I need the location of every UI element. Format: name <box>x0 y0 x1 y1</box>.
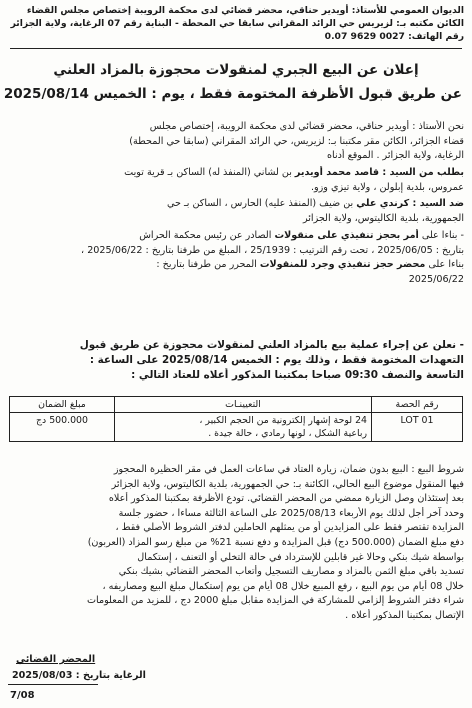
intro-line-1: نحن الأستاذ : أويدير حناقي، محضر قضائي لدى محكمة الرويبة، إختصاص مجلس <box>149 121 464 132</box>
table-row <box>10 413 463 442</box>
intro-line-2: قضاء الجزائر، الكائن مقر مكتبنا بـ: لزيريس، حي الرائد المقراني (سابقا حي المحطة) <box>129 135 464 147</box>
basis-court: الصادر عن رئيس محكمة الحراش <box>139 230 275 241</box>
defendant-details: بن ضيف (المنفذ عليه) الحارس ، الساكن بـ حي <box>166 198 357 209</box>
plaintiff-details: بن لشاني (المنفذ له) الساكن بـ قرية تويت <box>124 167 295 178</box>
header-divider <box>10 48 462 49</box>
basis-dates: بتاريخ : 2025/06/05 ، تحت رقم الترتيب : 25/1939 ، المبلغ من طرفنا بتاريخ : 2025/06/22 ، <box>81 244 464 256</box>
defendant-label: ضد السيد : كرندي علي <box>356 198 464 209</box>
notice-title: إعلان عن البيع الجبري لمنقولات محجوزة بالمزاد العلني <box>53 62 419 78</box>
footer-divider <box>8 684 98 685</box>
defendant-block <box>8 197 464 226</box>
seizure-report: محضر حجز تنفيذي وجرد للمنقولات <box>259 259 426 271</box>
signature-title: المحضر القضائي <box>16 654 96 665</box>
legal-basis <box>8 229 464 287</box>
sale-conditions <box>8 463 464 624</box>
conditions-line-9: خلال 08 أيام من يوم البيع ، رفع المبيع خلال 08 أيام من يوم إستكمال مبلغ البيع ومصاريفه ، <box>102 580 464 592</box>
conditions-line-6: دفع مبلغ الضمان (500.000 دج) قبل المزايدة و دفع نسبة 21% من مبلغ رسو المزاد (العربون) <box>87 536 464 548</box>
conditions-line-10: شراء دفتر الشروط إلزامي للمشاركة في المزايدة مقابل مبلغ 2000 دج ، للمزيد من المعلومات <box>87 595 464 607</box>
lots-table <box>9 396 463 442</box>
header-line-1: الديوان العمومي للأستاذ: أويدير حناقي، محضر قضائي لدى محكمة الرويبة إختصاص مجلس القضاء <box>26 5 464 16</box>
announce-line-3: التاسعة والنصف 09:30 صباحا بمكتبنا المذكور أعلاه للعتاد التالي : <box>131 369 464 381</box>
office-header <box>8 4 464 43</box>
announce-line-1: - نعلن عن إجراء عملية بيع بالمزاد العلني لمنقولات محجوزة عن طريق قبول <box>79 339 464 351</box>
header-guarantee: مبلغ الضمان <box>10 397 115 413</box>
conditions-line-11: الإتصال بمكتبنا المذكور أعلاه . <box>345 609 464 621</box>
conditions-line-4: وحدد آخر أجل لذلك يوم الأربعاء 2025/08/13 على الساعة الثالثة مساءا ، حضور جلسة <box>118 507 464 519</box>
announce-line-2: التعهدات المختومة فقط ، وذلك يوم : الخميس 2025/08/14 على الساعة : <box>89 354 464 366</box>
signature-date: الرغاية بتاريخ : 2025/08/03 <box>12 670 146 681</box>
conditions-line-8: تسديد باقي مبلغ الثمن بالمزاد و مصاريف التسجيل وأتعاب المحضر القضائي بشيك بنكي <box>118 566 464 578</box>
plaintiff-block <box>8 166 464 195</box>
conditions-line-1: شروط البيع : البيع بدون ضمان، زيارة العتاد في ساعات العمل في مقر الحظيرة المحجوز <box>113 464 464 475</box>
lot-guarantee: 500.000 دج <box>10 413 115 442</box>
table-header-row <box>10 397 463 413</box>
basis-report-date-label: المحرر من طرفنا بتاريخ : <box>156 259 260 271</box>
conditions-line-7: بواسطة شيك بنكي وحالا غير قابلين للإسترداد في حالة التخلي أو التعنف ، إستكمال <box>137 551 464 563</box>
header-description: التعيينـات <box>115 397 372 413</box>
plaintiff-address: عمروس، بلدية إبلولن ، ولاية تيزي وزو. <box>310 181 464 193</box>
lot-description-line-1: 24 لوحة إشهار إلكترونية من الحجم الكبير ، <box>199 415 367 426</box>
bailiff-intro <box>8 120 464 164</box>
basis-prefix: - بناءا على <box>418 230 464 241</box>
defendant-address: الجمهورية، بلدية الكاليتوس، ولاية الجزائر <box>302 212 464 224</box>
conditions-line-2: فيها المنقول موضوع البيع الحالي، الكائنة بـ: حي الجمهورية، بلدية الكاليتوس، ولاية الجزائر <box>111 478 464 490</box>
basis-prefix-2: بناءا على <box>425 259 464 271</box>
notice-subtitle: عن طريق قبول الأظرفة المختومة فقط ، يوم : الخميس 2025/08/14 <box>3 86 462 102</box>
seizure-order: أمر بحجز تنفيذي على منقولات <box>274 230 419 241</box>
header-line-2: الكائن مكتبه بـ: لزيريس حي الرائد المقراني سابقا حي المحطة - البناية رقم 07 الرغاية، ولاية الجزائر <box>10 18 464 29</box>
lot-number: LOT 01 <box>372 413 463 442</box>
plaintiff-label: بطلب من السيد : قاصد محمد أويدير <box>294 167 464 178</box>
auction-announcement <box>8 338 464 383</box>
conditions-line-5: المزايدة تقتصر فقط على المزايدين أو من يمثلهم الحاملين لدفتر الشروط الأصلي فقط ، <box>115 522 464 534</box>
conditions-line-3: بعد إستئذان وصل الزيارة ممضي من المحضر القضائي. تودع الأظرفة بمكتبنا المذكور أعلاه <box>108 493 464 505</box>
basis-report-date: 2025/06/22 <box>408 273 464 285</box>
header-phone: رقم الهاتف: 0027 9629 0.07 <box>324 31 464 42</box>
lot-description <box>115 413 372 442</box>
page-reference: 7/08 <box>10 690 35 701</box>
lot-description-line-2: رباعية الشكل ، لونها رمادي ، حالة جيدة . <box>208 428 367 439</box>
intro-line-3: الرغاية، ولاية الجزائر . الموقع أدناه <box>327 150 464 162</box>
header-lot: رقم الحصة <box>372 397 463 413</box>
